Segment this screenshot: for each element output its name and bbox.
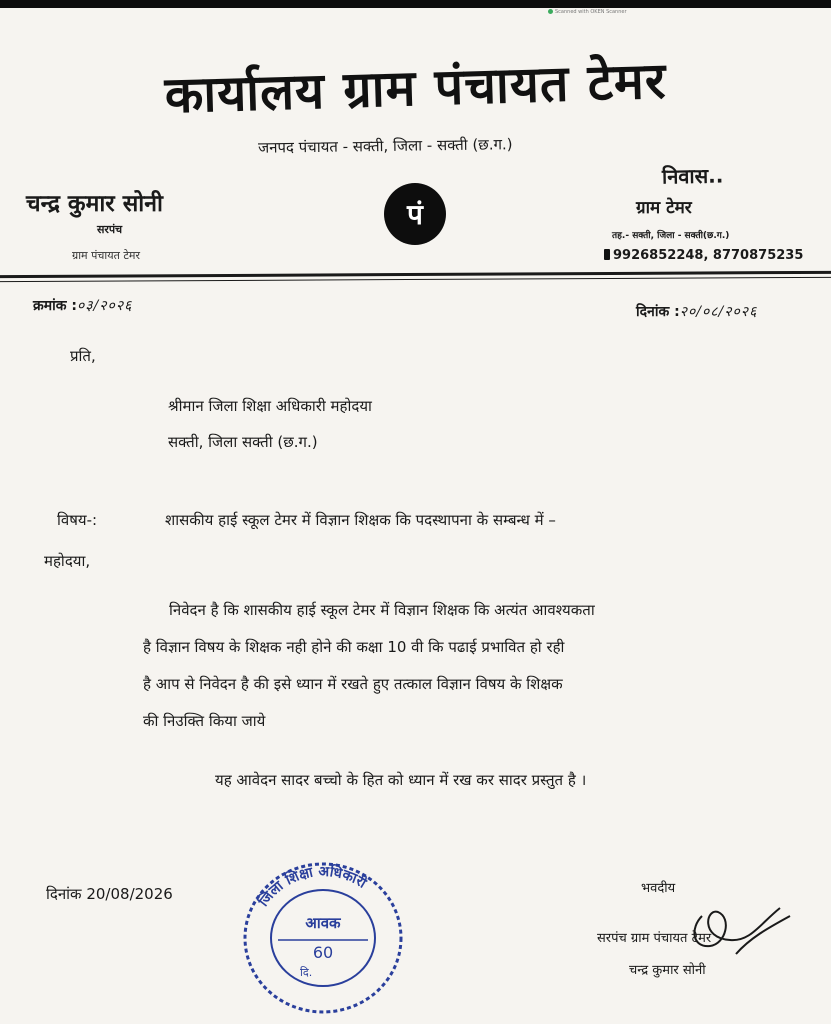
reference-date — [636, 302, 757, 321]
phone-numbers — [604, 248, 803, 263]
scanner-logo-icon — [548, 9, 553, 14]
panchayat-logo — [384, 183, 446, 245]
phone-text: 9926852248, 8770875235 — [613, 248, 804, 263]
signatory-name: चन्द्र कुमार सोनी — [629, 963, 706, 978]
body-line: की निउक्ति किया जाये — [143, 712, 266, 730]
recipient-line-1: श्रीमान जिला शिक्षा अधिकारी महोदया — [168, 397, 372, 415]
closing-line: यह आवेदन सादर बच्चो के हित को ध्यान में रख कर सादर प्रस्तुत है । — [215, 771, 587, 789]
reference-number-value: ०३/२०२६ — [76, 298, 133, 314]
svg-text:जिला शिक्षा अधिकारी — [254, 863, 370, 910]
logo-glyph: पं — [407, 198, 423, 231]
recipient-line-2: सक्ती, जिला सक्ती (छ.ग.) — [168, 433, 318, 451]
sarpanch-role: सरपंच — [97, 223, 123, 236]
letterhead-subline: जनपद पंचायत - सक्ती, जिला - सक्ती (छ.ग.) — [257, 135, 513, 157]
phone-icon — [604, 249, 610, 260]
salutation-to: प्रति, — [70, 347, 96, 365]
body-line: निवेदन है कि शासकीय हाई स्कूल टेमर में विज्ञान शिक्षक कि अत्यंत आवश्यकता — [169, 601, 595, 619]
letter-date: दिनांक 20/08/2026 — [46, 885, 173, 903]
stamp-ring-text: जिला शिक्षा अधिकारी — [255, 863, 369, 910]
residence-label: निवास.. — [661, 163, 724, 189]
reference-number — [33, 296, 132, 315]
stamp-label-bottom: दि. — [300, 966, 313, 979]
reference-date-value: २०/०८/२०२६ — [679, 304, 758, 320]
sarpanch-name: चन्द्र कुमार सोनी — [26, 190, 163, 217]
reference-number-label: क्रमांक : — [33, 298, 77, 314]
residence-village: ग्राम टेमर — [636, 198, 692, 218]
stamp-number: 60 — [312, 943, 334, 962]
sarpanch-place: ग्राम पंचायत टेमर — [72, 249, 140, 262]
office-title: कार्यालय ग्राम पंचायत टेमर — [163, 50, 668, 125]
scanner-label: Scanned with OKEN Scanner — [555, 9, 627, 15]
greeting: महोदया, — [44, 552, 91, 570]
letterhead-rule-thin — [0, 277, 831, 282]
yours-faithfully: भवदीय — [641, 881, 676, 896]
office-stamp — [238, 858, 408, 1018]
signatory-title: सरपंच ग्राम पंचायत टेमर — [597, 931, 712, 946]
subject-text: शासकीय हाई स्कूल टेमर में विज्ञान शिक्षक कि पदस्थापना के सम्बन्ध में – — [165, 511, 556, 529]
stamp-label-top: आवक — [305, 914, 341, 932]
subject-label: विषय-: — [57, 511, 98, 529]
residence-address: तह.- सक्ती, जिला - सक्ती(छ.ग.) — [612, 231, 730, 241]
reference-date-label: दिनांक : — [636, 304, 680, 320]
top-bar — [0, 0, 831, 8]
scanner-watermark — [548, 9, 627, 15]
body-line: है आप से निवेदन है की इसे ध्यान में रखते हुए तत्काल विज्ञान विषय के शिक्षक — [143, 675, 563, 693]
body-line: है विज्ञान विषय के शिक्षक नही होने की कक्षा 10 वी कि पढाई प्रभावित हो रही — [143, 638, 565, 656]
